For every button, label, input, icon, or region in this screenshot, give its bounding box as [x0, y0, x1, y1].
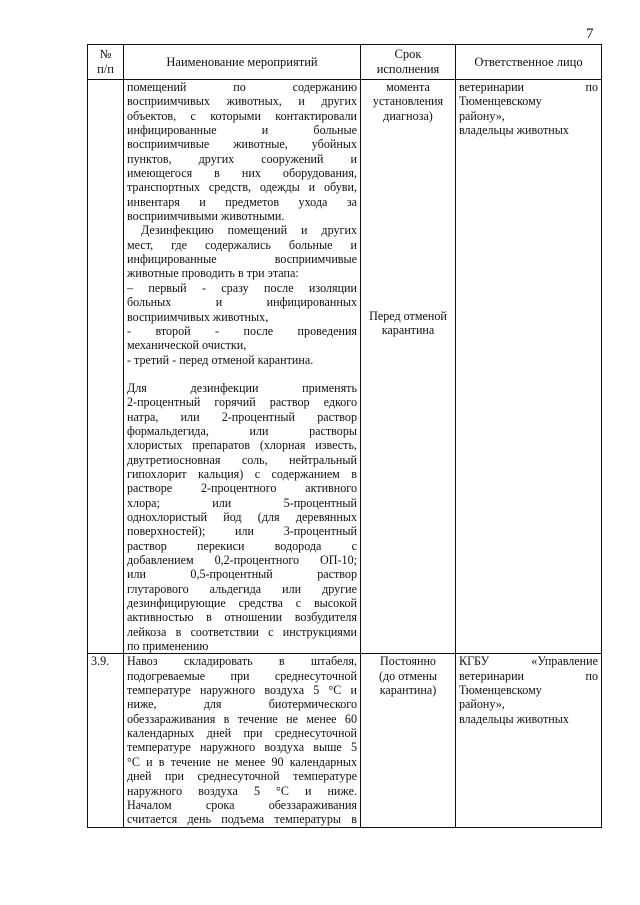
text-line: ниже, для биотермического — [127, 697, 357, 712]
text-line: обеззараживания в течение не менее 60 — [127, 711, 357, 726]
text-line: мест, где содержались больные и — [127, 237, 357, 252]
row2-term-cell — [361, 654, 456, 827]
text-line: инвентаря и предметов ухода за — [127, 194, 357, 209]
term-line: карантина) — [379, 683, 437, 698]
text-line: лейкоза в соответствии с инструкциями — [127, 624, 357, 639]
responsible-line: владельцы животных — [459, 711, 569, 726]
header-number-symbol: № — [99, 47, 112, 61]
text-line: – первый - сразу после изоляции — [127, 280, 357, 295]
text-line: раствор перекиси водорода с — [127, 538, 357, 553]
text-line: поверхностей); или 3-процентный — [127, 524, 357, 539]
responsible-line: владельцы животных — [459, 123, 569, 138]
responsible-line: ветеринарии по — [459, 668, 598, 683]
text-line: активностью в отношении возбудителя — [127, 610, 357, 625]
text-line: имеющегося в них оборудования, — [127, 166, 357, 181]
header-responsible: Ответственное лицо — [456, 45, 602, 80]
text-line: растворе 2-процентного активного — [127, 481, 357, 496]
header-term-line1: Срок — [394, 47, 422, 61]
text-line: Дезинфекцию помещений и других — [141, 223, 357, 238]
text-line: Началом срока обеззараживания — [127, 797, 357, 812]
row2-responsible-cell — [456, 654, 602, 827]
text-line: глутарового альдегида или другие — [127, 581, 357, 596]
header-term — [361, 45, 456, 80]
text-line: двутретиосновная соль, нейтральный — [127, 452, 357, 467]
text-line: наружного воздуха 5 °С и ниже. — [127, 783, 357, 798]
spacer — [127, 367, 357, 381]
term-line: Постоянно — [380, 654, 436, 669]
text-line: температуре наружного воздуха выше 5 — [127, 740, 357, 755]
text-line: животные проводить в три этапа: — [127, 266, 299, 281]
term-line: Перед отменой — [369, 309, 447, 324]
header-number-label: п/п — [97, 62, 114, 76]
header-term-line2: исполнения — [376, 62, 440, 76]
text-line: восприимчивых животных, и других — [127, 94, 357, 109]
row1-measure-cell — [124, 80, 361, 654]
table-row — [88, 80, 602, 654]
term-line: карантина — [381, 323, 435, 338]
text-line: гипохлорит кальция) с содержанием в — [127, 466, 357, 481]
text-line: больных и инфицированных — [127, 295, 357, 310]
measures-table — [87, 44, 602, 828]
term-line: момента — [386, 80, 430, 94]
header-number — [88, 45, 124, 80]
text-line: механической очистки, — [127, 338, 247, 353]
row1-number-cell — [88, 80, 124, 654]
text-line: подогреваемые при среднесуточной — [127, 668, 357, 683]
spacer — [364, 123, 452, 309]
table-header-row — [88, 45, 602, 80]
text-line: календарных дней при среднесуточной — [127, 726, 357, 741]
text-line: однохлористый йод (для деревянных — [127, 509, 357, 524]
text-line: транспортных средств, одежды и обуви, — [127, 180, 357, 195]
responsible-line: ветеринарии по — [459, 80, 598, 94]
text-line: температуре наружного воздуха 5 °С и — [127, 683, 357, 698]
text-line: - третий - перед отменой карантина. — [127, 352, 314, 367]
text-line: формальдегида, или растворы — [127, 423, 357, 438]
text-line: - второй - после проведения — [127, 323, 357, 338]
text-line: инфицированные и больные — [127, 123, 357, 138]
text-line: восприимчивые животные, убойных — [127, 137, 357, 152]
header-name: Наименование мероприятий — [124, 45, 361, 80]
text-line: хлора; или 5-процентный — [127, 495, 357, 510]
term-line: диагноза) — [383, 108, 433, 123]
text-line: или 0,5-процентный раствор — [127, 567, 357, 582]
page-number: 7 — [586, 26, 594, 42]
text-line: инфицированные восприимчивые — [127, 252, 357, 267]
responsible-line: Тюменцевскому — [459, 683, 542, 698]
text-line: добавлением 0,2-процентного ОП-10; — [127, 553, 357, 567]
responsible-line: Тюменцевскому — [459, 94, 542, 109]
term-line: (до отмены — [378, 668, 438, 683]
text-line: натра, или 2-процентный раствор — [127, 409, 357, 424]
text-line: дезинфицирующие средства с высокой — [127, 596, 357, 611]
row2-measure-cell — [124, 654, 361, 827]
responsible-line: району», — [459, 697, 505, 712]
row1-responsible-cell — [456, 80, 602, 654]
text-line: Для дезинфекции применять — [127, 380, 357, 395]
text-line: 2-процентный горячий раствор едкого — [127, 395, 357, 410]
text-line: хлористых препаратов (хлорная известь, — [127, 438, 357, 453]
text-line: объектов, с которыми контактировали — [127, 108, 357, 123]
responsible-line: району», — [459, 108, 505, 123]
text-line: помещений по содержанию — [127, 80, 357, 94]
text-line: пунктов, других сооружений и — [127, 151, 357, 166]
text-line: восприимчивых животных, — [127, 309, 269, 324]
text-line: дней при среднесуточной температуре — [127, 769, 357, 784]
text-line: Навоз складировать в штабеля, — [127, 654, 357, 669]
row2-number-cell: 3.9. — [88, 654, 124, 827]
responsible-line: КГБУ «Управление — [459, 654, 598, 669]
row1-term-cell — [361, 80, 456, 654]
table-row — [88, 654, 602, 827]
text-line: °С и в течение не менее 90 календарных — [127, 754, 357, 769]
text-line: восприимчивыми животными. — [127, 209, 285, 224]
term-line: установления — [372, 94, 444, 109]
text-line: считается день подъема температуры в — [127, 812, 357, 827]
text-line: по применению — [127, 639, 209, 654]
